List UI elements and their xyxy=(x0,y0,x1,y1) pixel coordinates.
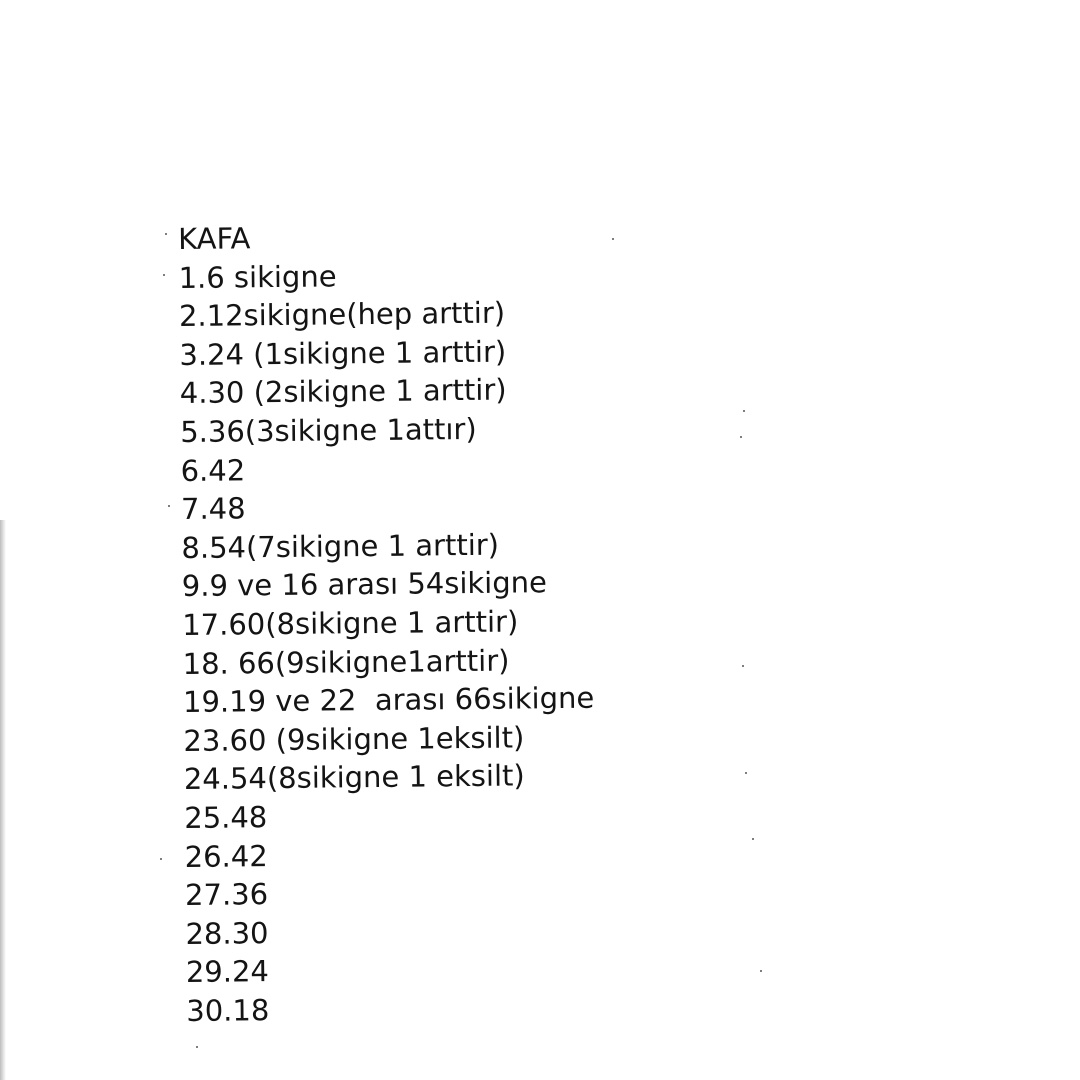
pattern-row-14: 24.54(8sikigne 1 eksilt) xyxy=(183,758,525,797)
pattern-row-20: 30.18 xyxy=(186,992,270,1028)
pattern-row-2: 2.12sikigne(hep arttir) xyxy=(178,295,506,334)
scan-speck xyxy=(168,505,170,507)
pattern-row-6: 6.42 xyxy=(180,452,246,488)
section-title: KAFA xyxy=(178,221,251,256)
scan-speck xyxy=(752,838,754,840)
scan-speck xyxy=(612,238,614,240)
pattern-row-15: 25.48 xyxy=(184,800,268,835)
scan-speck xyxy=(160,858,162,860)
pattern-row-9: 9.9 ve 16 arası 54sikigne xyxy=(181,565,548,604)
scan-speck xyxy=(163,274,165,276)
scan-speck xyxy=(740,436,742,438)
pattern-row-4: 4.30 (2sikigne 1 arttir) xyxy=(179,372,507,411)
scan-speck xyxy=(165,233,167,235)
pattern-row-1: 1.6 sikigne xyxy=(178,258,337,295)
scan-speck xyxy=(743,410,745,412)
pattern-row-17: 27.36 xyxy=(184,877,269,913)
pattern-text xyxy=(178,216,598,1031)
scan-speck xyxy=(745,772,747,774)
pattern-row-12: 19.19 ve 22 arası 66sikigne xyxy=(182,680,595,720)
pattern-row-18: 28.30 xyxy=(185,915,269,951)
pattern-row-10: 17.60(8sikigne 1 arttir) xyxy=(182,604,519,642)
scan-speck xyxy=(760,970,762,972)
pattern-row-7: 7.48 xyxy=(180,491,246,527)
pattern-row-19: 29.24 xyxy=(185,954,270,990)
pattern-row-8: 8.54(7sikigne 1 arttir) xyxy=(181,527,500,565)
pattern-row-16: 26.42 xyxy=(184,838,268,874)
pattern-row-5: 5.36(3sikigne 1attır) xyxy=(180,411,477,449)
page-edge-shadow xyxy=(0,520,6,1080)
pattern-row-3: 3.24 (1sikigne 1 arttir) xyxy=(179,334,507,372)
pattern-row-11: 18. 66(9sikigne1arttir) xyxy=(182,643,510,681)
pattern-row-13: 23.60 (9sikigne 1eksilt) xyxy=(183,720,525,758)
scan-speck xyxy=(742,665,744,667)
scan-speck xyxy=(196,1046,198,1048)
